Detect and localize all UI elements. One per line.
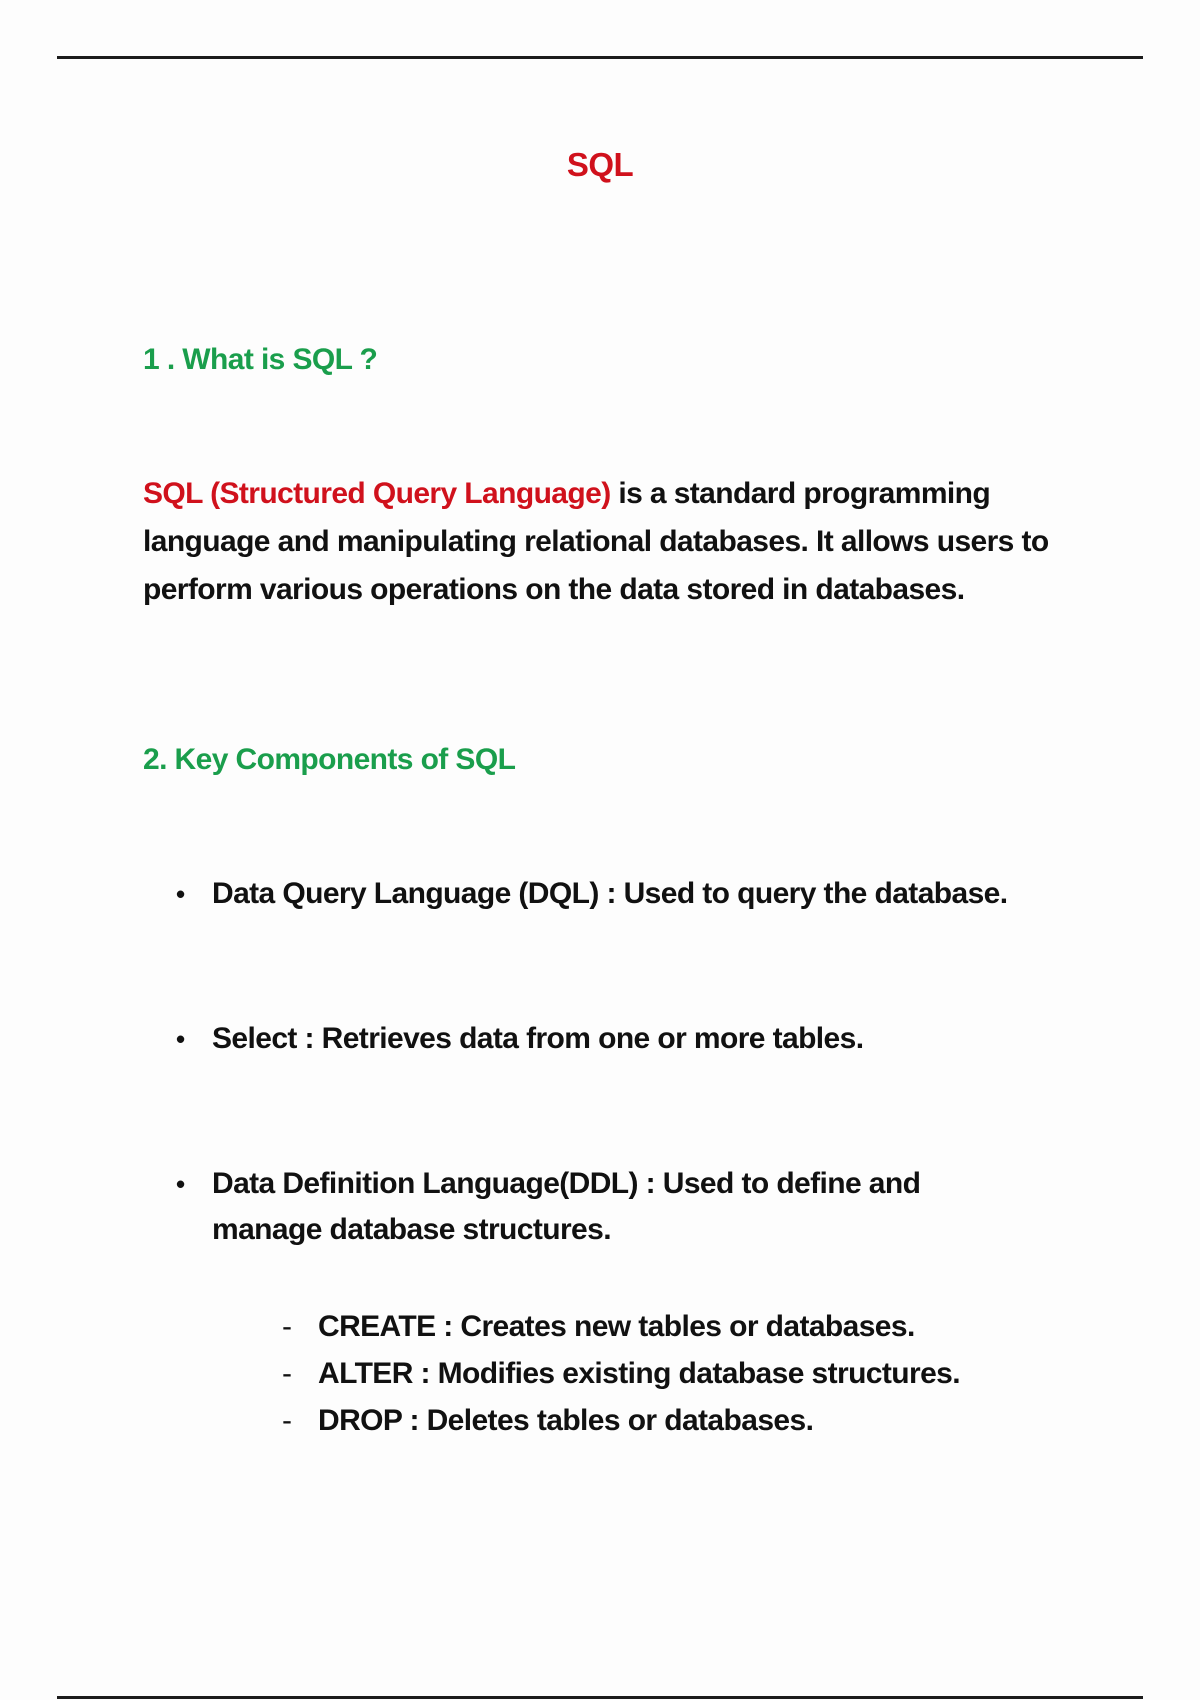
sql-term-highlight: SQL (Structured Query Language) xyxy=(143,477,611,510)
sub-item-text: CREATE : Creates new tables or databases. xyxy=(318,1310,915,1343)
sql-definition-paragraph xyxy=(143,470,1083,614)
section-heading-key-components: 2. Key Components of SQL xyxy=(143,743,516,776)
dash-icon: - xyxy=(282,1404,292,1437)
sub-item-alter xyxy=(282,1350,960,1397)
bullet-icon: • xyxy=(176,879,185,909)
page-title: SQL xyxy=(566,146,634,183)
sql-definition-text: is a standard programming language and manipulating relational databases. It allows users to perform various operations on the data stored in databases. xyxy=(143,477,1049,606)
dash-icon: - xyxy=(282,1310,292,1343)
dash-icon: - xyxy=(282,1357,292,1390)
sub-item-text: ALTER : Modifies existing database structures. xyxy=(318,1357,960,1390)
bullet-icon: • xyxy=(176,1169,185,1199)
bullet-text: Select : Retrieves data from one or more tables. xyxy=(212,1022,864,1055)
bullet-icon: • xyxy=(176,1024,185,1054)
bottom-rule xyxy=(57,1696,1143,1699)
sub-item-create xyxy=(282,1303,960,1350)
sub-item-text: DROP : Deletes tables or databases. xyxy=(318,1404,814,1437)
bullet-item-dql xyxy=(176,871,1036,917)
bullet-text: Data Query Language (DQL) : Used to query the database. xyxy=(212,877,1008,910)
section-heading-what-is-sql: 1 . What is SQL ? xyxy=(143,343,378,376)
ddl-commands-list xyxy=(282,1303,960,1444)
bullet-item-ddl xyxy=(176,1161,1036,1253)
sub-item-drop xyxy=(282,1397,960,1444)
bullet-item-select xyxy=(176,1016,1036,1062)
top-rule xyxy=(57,56,1143,59)
bullet-text: Data Definition Language(DDL) : Used to define and manage database structures. xyxy=(212,1167,921,1246)
